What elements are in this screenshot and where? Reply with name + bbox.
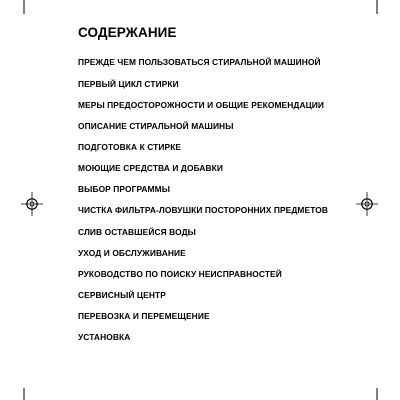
toc-entry[interactable]: СЛИВ ОСТАВШЕЙСЯ ВОДЫ <box>78 226 196 237</box>
registration-mark-left <box>21 192 43 216</box>
toc-entry[interactable]: МЕРЫ ПРЕДОСТОРОЖНОСТИ И ОБЩИЕ РЕКОМЕНДАЦИИ <box>78 99 325 110</box>
table-of-contents <box>78 58 328 354</box>
toc-entry[interactable]: ПЕРВЫЙ ЦИКЛ СТИРКИ <box>78 78 179 89</box>
crop-mark-top-left <box>23 0 25 14</box>
toc-entry[interactable]: РУКОВОДСТВО ПО ПОИСКУ НЕИСПРАВНОСТЕЙ <box>78 268 282 279</box>
toc-entry[interactable]: ЧИСТКА ФИЛЬТРА-ЛОВУШКИ ПОСТОРОННИХ ПРЕДМЕТОВ <box>78 205 328 215</box>
toc-entry[interactable]: УХОД И ОБСЛУЖИВАНИЕ <box>78 247 186 258</box>
crop-mark-bottom-right <box>376 388 378 400</box>
toc-entry[interactable]: ПОДГОТОВКА К СТИРКЕ <box>78 142 182 152</box>
toc-entry[interactable]: ОПИСАНИЕ СТИРАЛЬНОЙ МАШИНЫ <box>78 121 234 131</box>
crop-mark-bottom-left <box>23 388 25 400</box>
toc-entry[interactable]: УСТАНОВКА <box>78 332 131 342</box>
registration-mark-right <box>356 192 378 216</box>
toc-entry[interactable]: ВЫБОР ПРОГРАММЫ <box>78 184 170 194</box>
toc-entry[interactable]: ПРЕЖДЕ ЧЕМ ПОЛЬЗОВАТЬСЯ СТИРАЛЬНОЙ МАШИНОЙ <box>78 57 321 67</box>
toc-entry[interactable]: МОЮЩИЕ СРЕДСТВА И ДОБАВКИ <box>78 163 223 173</box>
toc-entry[interactable]: ПЕРЕВОЗКА И ПЕРЕМЕЩЕНИЕ <box>78 311 210 321</box>
page-title: СОДЕРЖАНИЕ <box>78 25 177 40</box>
crop-mark-top-right <box>376 0 378 14</box>
toc-entry[interactable]: СЕРВИСНЫЙ ЦЕНТР <box>78 290 166 300</box>
